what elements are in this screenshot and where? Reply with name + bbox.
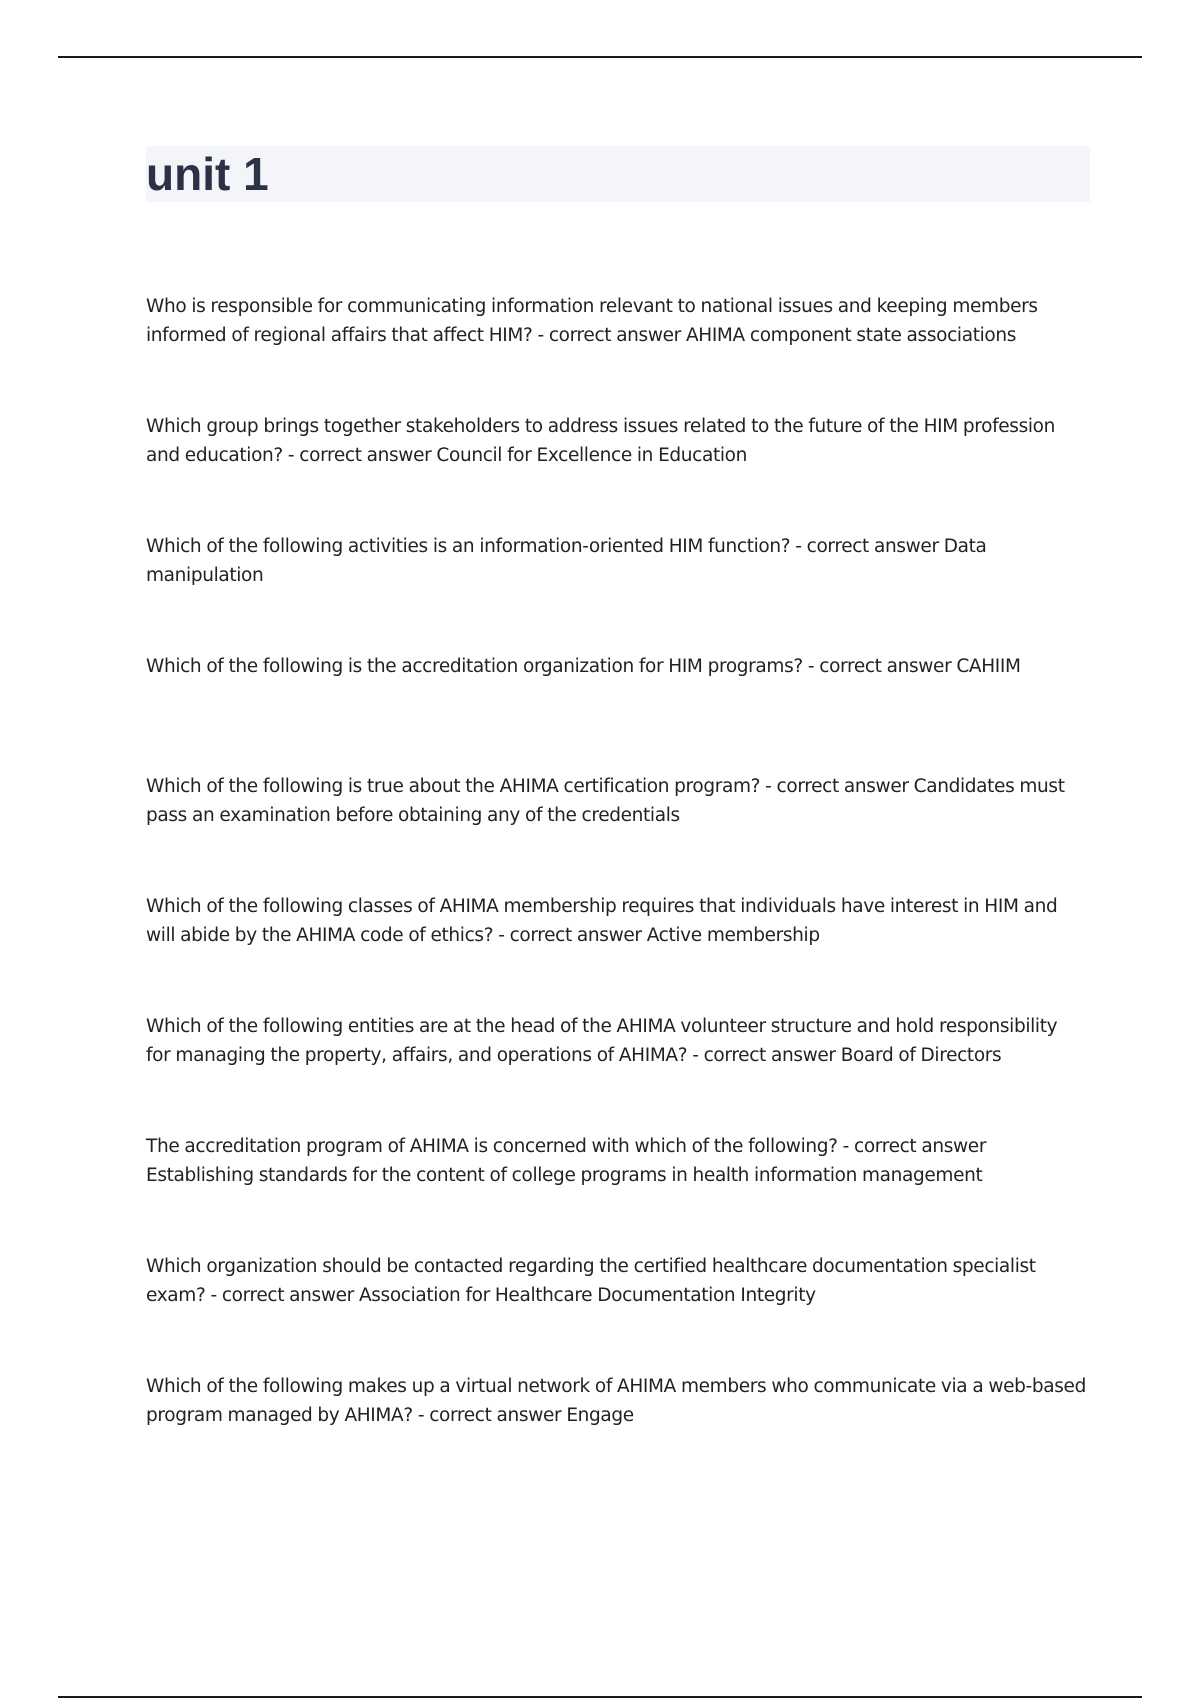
answer-text: Active membership	[646, 925, 820, 946]
answer-text: Data manipulation	[146, 536, 987, 586]
question-text: Which of the following classes of AHIMA membership requires that individuals have interest in HIM and will abide by the AHIMA code of ethics?	[146, 896, 1058, 946]
answer-separator: - correct answer	[687, 1045, 841, 1066]
qa-item	[146, 1252, 1086, 1372]
qa-item	[146, 412, 1086, 532]
answer-separator: - correct answer	[760, 776, 914, 797]
question-text: Who is responsible for communicating information relevant to national issues and keeping members informed of regional affairs that affect HIM?	[146, 296, 1038, 346]
qa-list	[146, 292, 1086, 1492]
qa-item	[146, 1132, 1086, 1252]
answer-separator: - correct answer	[412, 1405, 567, 1426]
question-text: Which organization should be contacted regarding the certified healthcare documentation specialist exam?	[146, 1256, 1036, 1306]
question-text: Which of the following entities are at the head of the AHIMA volunteer structure and hold responsibility for managing the property, affairs, and operations of AHIMA?	[146, 1016, 1058, 1066]
qa-item	[146, 652, 1086, 772]
answer-separator: - correct answer	[493, 925, 647, 946]
answer-text: Council for Excellence in Education	[436, 445, 748, 466]
question-text: Which of the following activities is an information-oriented HIM function?	[146, 536, 791, 557]
qa-item	[146, 1372, 1086, 1492]
answer-text: Engage	[566, 1405, 634, 1426]
answer-separator: - correct answer	[282, 445, 437, 466]
bottom-rule	[58, 1696, 1142, 1698]
answer-text: AHIMA component state associations	[685, 325, 1017, 346]
page-title: unit 1	[146, 148, 269, 200]
answer-text: CAHIIM	[956, 656, 1021, 677]
answer-separator: - correct answer	[205, 1285, 359, 1306]
question-text: Which group brings together stakeholders to address issues related to the future of the HIM profession and education?	[146, 416, 1055, 466]
answer-separator: - correct answer	[532, 325, 686, 346]
qa-item	[146, 772, 1086, 892]
qa-item	[146, 532, 1086, 652]
answer-text: Establishing standards for the content of college programs in health information management	[146, 1165, 983, 1186]
qa-item	[146, 292, 1086, 412]
answer-text: Candidates must pass an examination before obtaining any of the credentials	[146, 776, 1065, 826]
answer-text: Board of Directors	[840, 1045, 1002, 1066]
top-rule	[58, 56, 1142, 58]
question-text: Which of the following is true about the AHIMA certification program?	[146, 776, 761, 797]
answer-text: Association for Healthcare Documentation Integrity	[358, 1285, 816, 1306]
answer-separator: - correct answer	[837, 1136, 987, 1157]
question-text: The accreditation program of AHIMA is concerned with which of the following?	[146, 1136, 838, 1157]
qa-item	[146, 892, 1086, 1012]
answer-separator: - correct answer	[790, 536, 944, 557]
question-text: Which of the following is the accreditation organization for HIM programs?	[146, 656, 803, 677]
title-banner	[146, 146, 1090, 202]
answer-separator: - correct answer	[802, 656, 957, 677]
qa-item	[146, 1012, 1086, 1132]
question-text: Which of the following makes up a virtual network of AHIMA members who communicate via a web-based program managed by AHIMA?	[146, 1376, 1086, 1426]
